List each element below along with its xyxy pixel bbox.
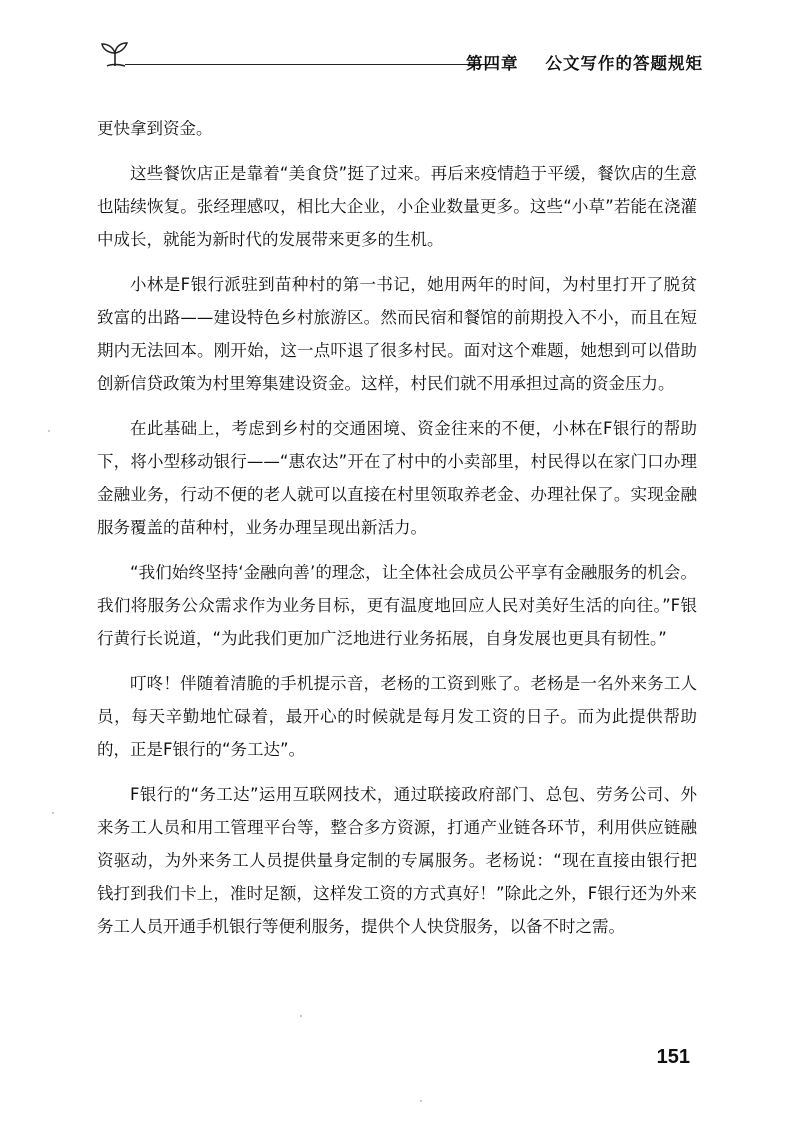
page-number: 151: [656, 1046, 690, 1068]
paragraph: “我们始终坚持‘金融向善’的理念，让全体社会成员公平享有金融服务的机会。我们将服务公众需求作为业务目标，更有温度地回应人民对美好生活的向往。”F银行黄行长说道，“为此我们更加广泛地进行业务拓展，自身发展也更具有韧性。”: [97, 563, 697, 648]
paragraph: 这些餐饮店正是靠着“美食贷”挺了过来。再后来疫情趋于平缓，餐饮店的生意也陆续恢复。张经理感叹，相比大企业，小企业数量更多。这些“小草”若能在浇灌中成长，就能为新时代的发展带来更多的生机。: [97, 164, 697, 249]
paragraph: 在此基础上，考虑到乡村的交通困境、资金往来的不便，小林在F银行的帮助下，将小型移动银行——“惠农达”开在了村中的小卖部里，村民得以在家门口办理金融业务，行动不便的老人就可以直接在村里领取养老金、办理社保了。实现金融服务覆盖的苗种村，业务办理呈现出新活力。: [97, 419, 697, 537]
scan-speck: [48, 430, 50, 432]
scan-speck: [420, 1100, 422, 1102]
chapter-title: 公文写作的答题规矩: [545, 54, 703, 73]
running-title: [466, 50, 703, 74]
body-text: [97, 112, 697, 955]
sprout-icon: [97, 40, 133, 70]
paragraph: 小林是F银行派驻到苗种村的第一书记，她用两年的时间，为村里打开了脱贫致富的出路——建设特色乡村旅游区。然而民宿和餐馆的前期投入不小，而且在短期内无法回本。刚开始，这一点吓退了很多村民。面对这个难题，她想到可以借助创新信贷政策为村里筹集建设资金。这样，村民们就不用承担过高的资金压力。: [97, 275, 697, 393]
chapter-number: 第四章: [466, 54, 519, 73]
paragraph: 叮咚！伴随着清脆的手机提示音，老杨的工资到账了。老杨是一名外来务工人员，每天辛勤地忙碌着，最开心的时候就是每月发工资的日子。而为此提供帮助的，正是F银行的“务工达”。: [97, 674, 697, 759]
paragraph: F银行的“务工达”运用互联网技术，通过联接政府部门、总包、劳务公司、外来务工人员和用工管理平台等，整合多方资源，打通产业链各环节，利用供应链融资驱动，为外来务工人员提供量身定制的专属服务。老杨说：“现在直接由银行把钱打到我们卡上，准时足额，这样发工资的方式真好！”除此之外，F银行还为外来务工人员开通手机银行等便利服务，提供个人快贷服务，以备不时之需。: [97, 785, 697, 936]
paragraph: 更快拿到资金。: [97, 119, 213, 138]
header-rule: [125, 64, 497, 65]
scan-speck: [300, 1015, 302, 1017]
running-header: [97, 40, 707, 76]
scan-speck: [52, 812, 54, 814]
